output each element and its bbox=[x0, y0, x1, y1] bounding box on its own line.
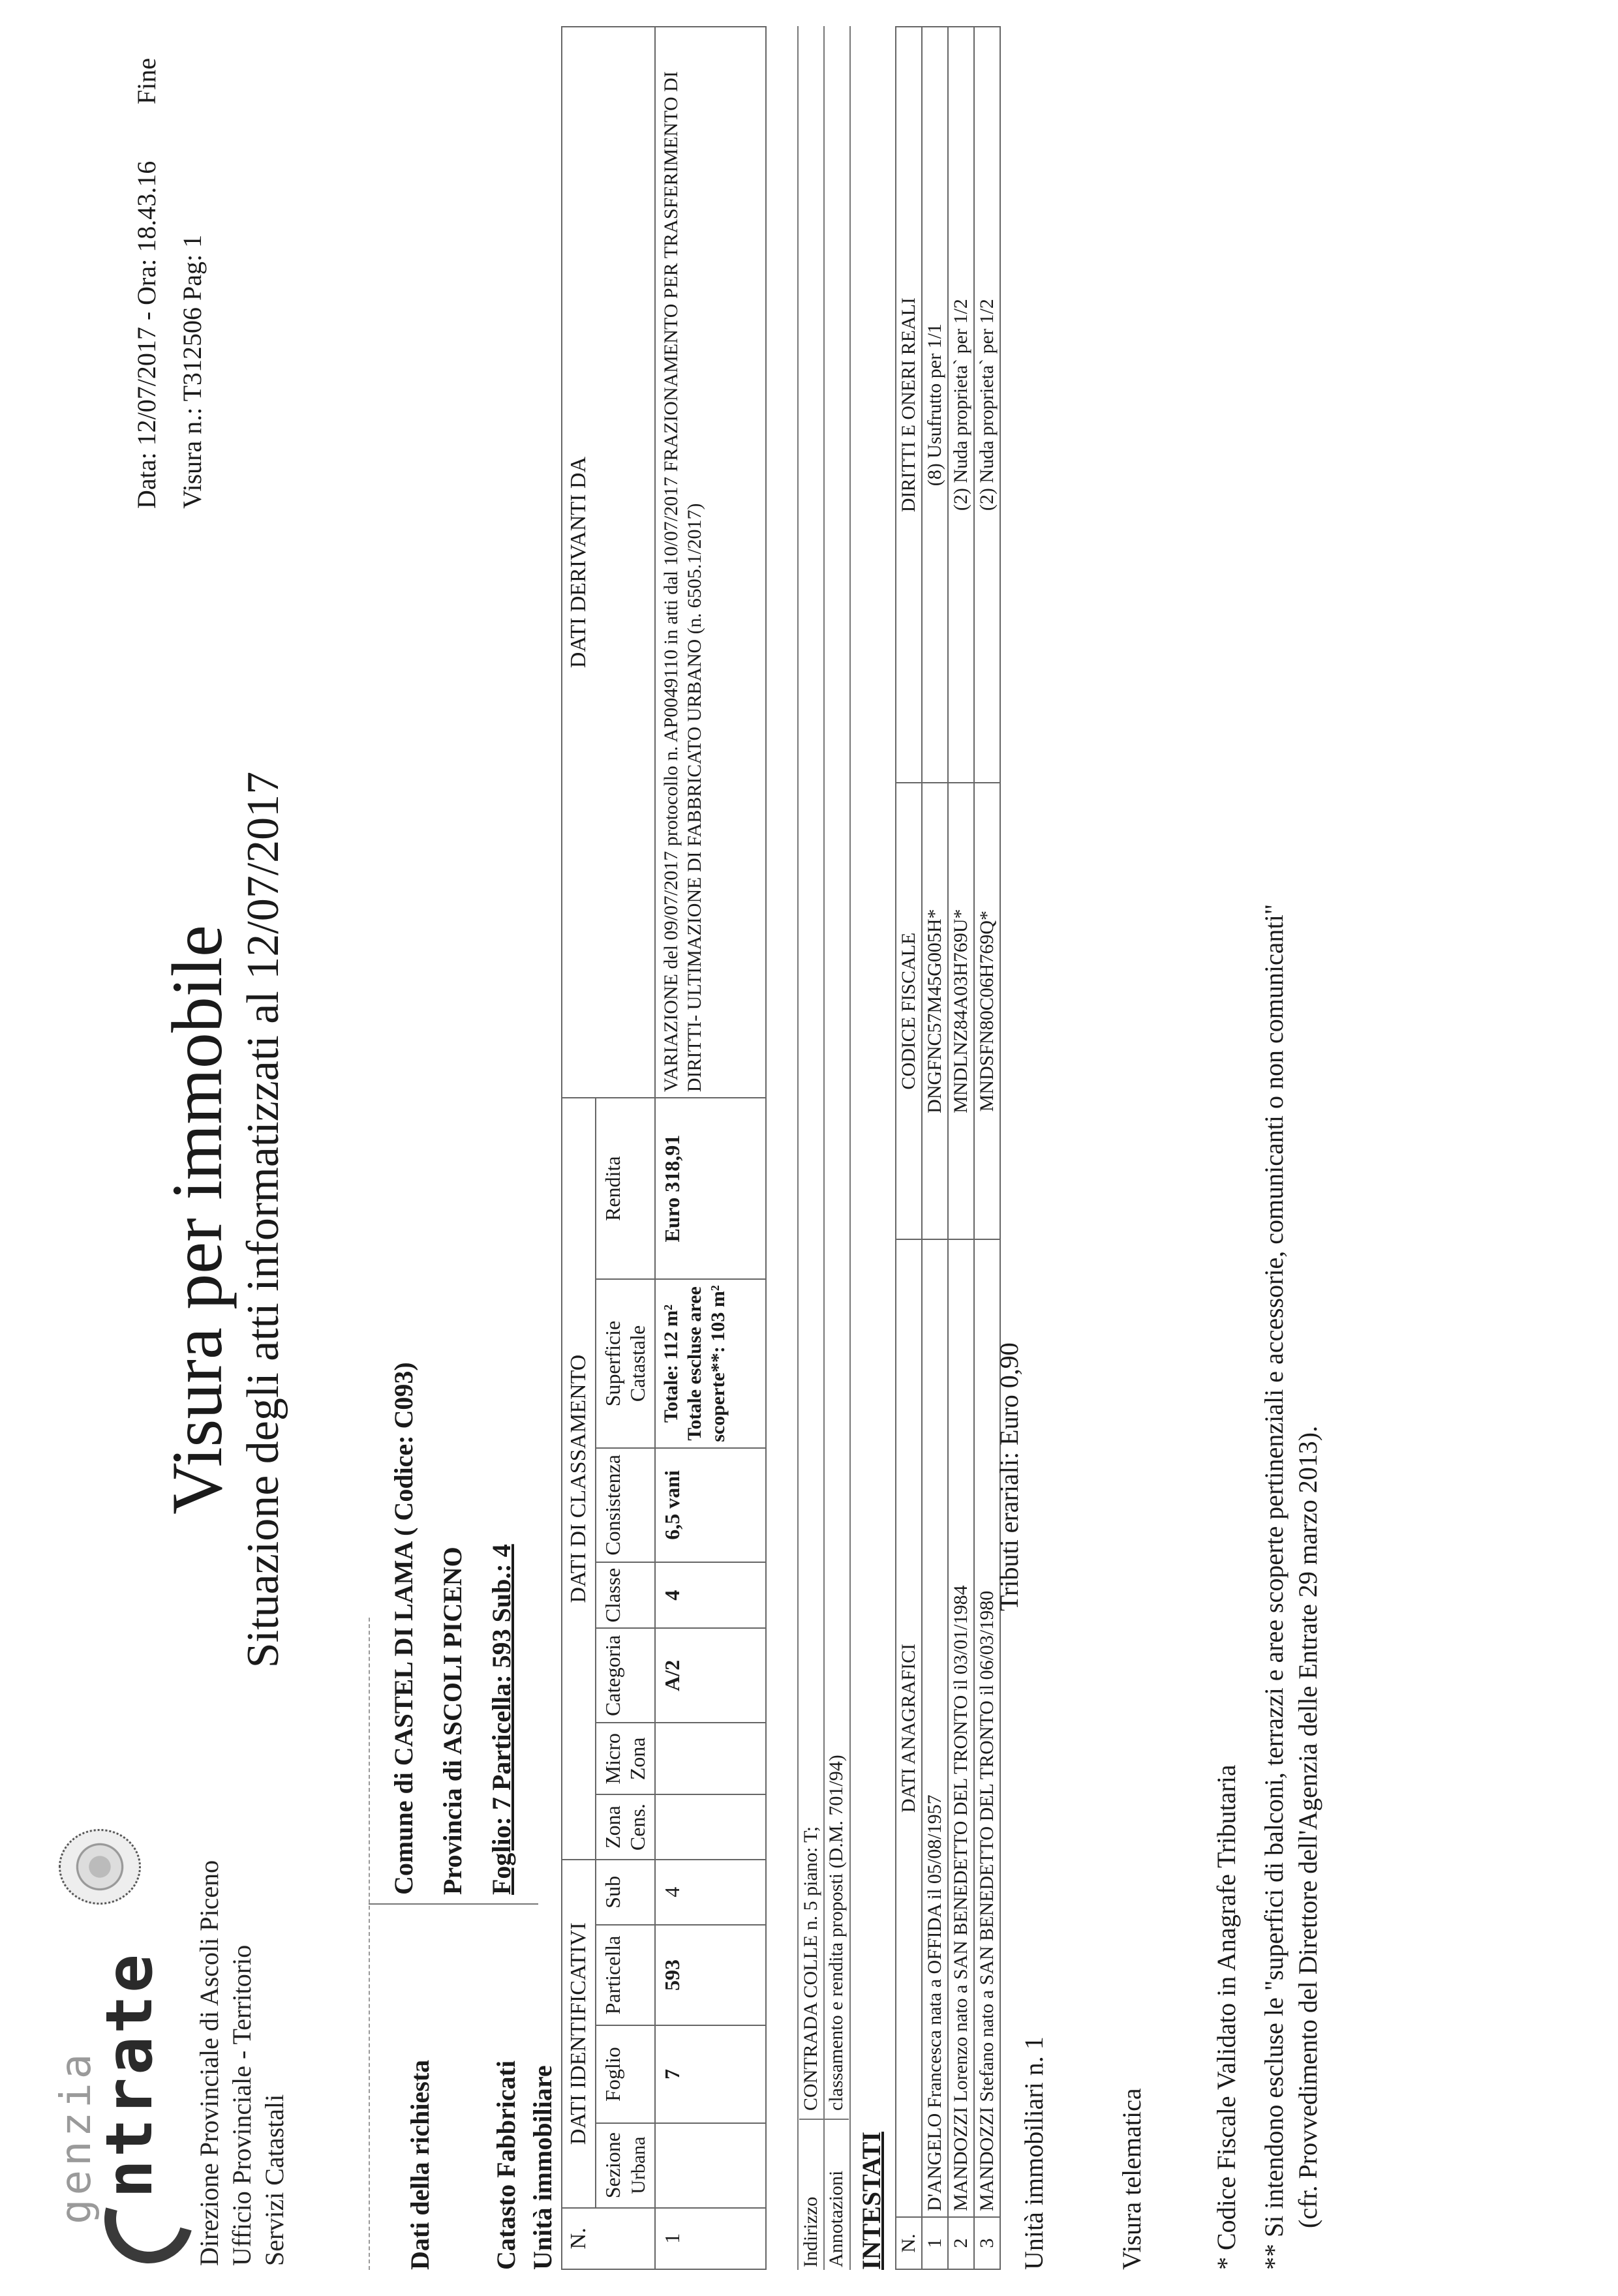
int-col-cf: CODICE FISCALE bbox=[896, 783, 922, 1239]
cell-consistenza: 6,5 vani bbox=[655, 1448, 766, 1562]
int-col-anagrafici: DATI ANAGRAFICI bbox=[896, 1239, 922, 2217]
annotazioni-label: Annotazioni bbox=[825, 2170, 847, 2267]
tributi-erariali: Tributi erariali: Euro 0,90 bbox=[994, 1342, 1024, 1611]
int-n: 3 bbox=[974, 2217, 1000, 2269]
divider bbox=[797, 26, 799, 2270]
table-row bbox=[655, 27, 766, 2269]
cell-foglio: 7 bbox=[655, 2025, 766, 2122]
int-n: 2 bbox=[948, 2217, 974, 2269]
cell-micro bbox=[655, 1723, 766, 1794]
date-time: Data: 12/07/2017 - Ora: 18.43.16 bbox=[132, 160, 161, 509]
cell-zona bbox=[655, 1794, 766, 1860]
intestati-table bbox=[895, 26, 1001, 2270]
col-rendita: Rendita bbox=[596, 1098, 655, 1279]
table-row bbox=[974, 27, 1000, 2269]
cell-sub: 4 bbox=[655, 1860, 766, 1925]
int-diritti: (8) Usufrutto per 1/1 bbox=[922, 27, 948, 783]
cell-particella: 593 bbox=[655, 1925, 766, 2026]
note-codice-fiscale: * Codice Fiscale Validato in Anagrafe Tributaria bbox=[1212, 1764, 1241, 2270]
col-sezione: Sezione Urbana bbox=[596, 2123, 655, 2208]
int-col-diritti: DIRITTI E ONERI REALI bbox=[896, 27, 922, 783]
unita-table bbox=[561, 26, 767, 2270]
int-cf: DNGFNC57M45G005H* bbox=[922, 783, 948, 1239]
foglio-particella: Foglio: 7 Particella: 593 Sub.: 4 bbox=[487, 1544, 516, 1895]
col-foglio: Foglio bbox=[596, 2025, 655, 2122]
document-subtitle: Situazione degli atti informatizzati al 12/07/2017 bbox=[238, 771, 288, 1669]
col-classe: Classe bbox=[596, 1562, 655, 1629]
table-row bbox=[948, 27, 974, 2269]
visura-document bbox=[39, 26, 1579, 2270]
col-superficie: Superficie Catastale bbox=[596, 1279, 655, 1448]
office-line-1: Direzione Provinciale di Ascoli Piceno bbox=[194, 1860, 224, 2266]
visura-telematica: Visura telematica bbox=[1117, 2088, 1146, 2270]
int-diritti: (2) Nuda proprieta` per 1/2 bbox=[974, 27, 1000, 783]
table-row bbox=[922, 27, 948, 2269]
document-title: Visura per immobile bbox=[157, 925, 237, 1515]
visura-number: Visura n.: T312506 Pag: 1 bbox=[177, 234, 207, 509]
int-diritti: (2) Nuda proprieta` per 1/2 bbox=[948, 27, 974, 783]
intestati-label: INTESTATI bbox=[857, 2132, 886, 2270]
comune: Comune di CASTEL DI LAMA ( Codice: C093) bbox=[389, 1362, 418, 1895]
group-deriv: DATI DERIVANTI DA bbox=[562, 27, 655, 1098]
int-cf: MNDSFN80C06H769Q* bbox=[974, 783, 1000, 1239]
indirizzo-label: Indirizzo bbox=[800, 2196, 821, 2267]
cell-derivanti: VARIAZIONE del 09/07/2017 protocollo n. AP0049110 in atti dal 10/07/2017 FRAZIONAMENTO PER TRASFERIMENTO DI DIRITTI- ULTIMAZIONE DI FABBRICATO URBANO (n. 6505.1/2017) bbox=[655, 27, 766, 1098]
richiesta-label: Dati della richiesta bbox=[405, 2059, 435, 2270]
cell-superficie: Totale: 112 m² Totale escluse aree scoperte**: 103 m² bbox=[655, 1279, 766, 1448]
col-consistenza: Consistenza bbox=[596, 1448, 655, 1562]
cell-sezione bbox=[655, 2123, 766, 2208]
agenzia-entrate-logo bbox=[52, 1839, 189, 2270]
cell-rendita: Euro 318,91 bbox=[655, 1098, 766, 1279]
provincia: Provincia di ASCOLI PICENO bbox=[438, 1547, 467, 1895]
cell-n: 1 bbox=[655, 2208, 766, 2269]
int-cf: MNDLNZ84A03H769U* bbox=[948, 783, 974, 1239]
office-line-2: Ufficio Provinciale - Territorio bbox=[227, 1944, 256, 2266]
cell-classe: 4 bbox=[655, 1562, 766, 1629]
col-n: N. bbox=[562, 2208, 655, 2269]
visura-meta bbox=[124, 57, 215, 509]
unita-label: Unità immobiliare bbox=[528, 2065, 557, 2270]
catasto-label: Catasto Fabbricati bbox=[491, 2060, 521, 2270]
col-categoria: Categoria bbox=[596, 1628, 655, 1723]
fine-label: Fine bbox=[132, 57, 161, 104]
col-sub: Sub bbox=[596, 1860, 655, 1925]
int-col-n: N. bbox=[896, 2217, 922, 2269]
group-ident: DATI IDENTIFICATIVI bbox=[562, 1860, 596, 2208]
document-title-block bbox=[157, 731, 290, 1709]
republic-seal-icon bbox=[59, 1829, 141, 1905]
note-superfici: ** Si intendono escluse le "superfici di balconi, terrazzi e aree scoperte pertinenziali e accessorie, comunicanti o non comunicanti" bbox=[1259, 903, 1289, 2270]
int-anagrafici: D'ANGELO Francesca nata a OFFIDA il 05/08/1957 bbox=[922, 1239, 948, 2217]
office-info bbox=[193, 1860, 291, 2266]
divider bbox=[369, 1903, 538, 1905]
note-provvedimento: (cfr. Provvedimento del Direttore dell'Agenzia delle Entrate 29 marzo 2013). bbox=[1293, 1425, 1322, 2228]
annotazioni-value: classamento e rendita proposti (D.M. 701/94) bbox=[825, 1755, 847, 2111]
int-anagrafici: MANDOZZI Stefano nato a SAN BENEDETTO DEL TRONTO il 06/03/1980 bbox=[974, 1239, 1000, 2217]
logo-text-top: genzia bbox=[52, 2049, 100, 2224]
divider bbox=[849, 26, 851, 2270]
col-micro: Micro Zona bbox=[596, 1723, 655, 1794]
group-class: DATI DI CLASSAMENTO bbox=[562, 1098, 596, 1860]
col-zona: Zona Cens. bbox=[596, 1794, 655, 1860]
cell-categoria: A/2 bbox=[655, 1628, 766, 1723]
office-line-3: Servizi Catastali bbox=[260, 2094, 289, 2266]
int-n: 1 bbox=[922, 2217, 948, 2269]
divider bbox=[369, 1618, 370, 2270]
indirizzo-value: CONTRADA COLLE n. 5 piano: T; bbox=[800, 1826, 821, 2111]
logo-text-main: ntrate bbox=[93, 1951, 167, 2198]
unita-count: Unità immobiliari n. 1 bbox=[1019, 2036, 1048, 2270]
int-anagrafici: MANDOZZI Lorenzo nato a SAN BENEDETTO DEL TRONTO il 03/01/1984 bbox=[948, 1239, 974, 2217]
col-particella: Particella bbox=[596, 1925, 655, 2026]
